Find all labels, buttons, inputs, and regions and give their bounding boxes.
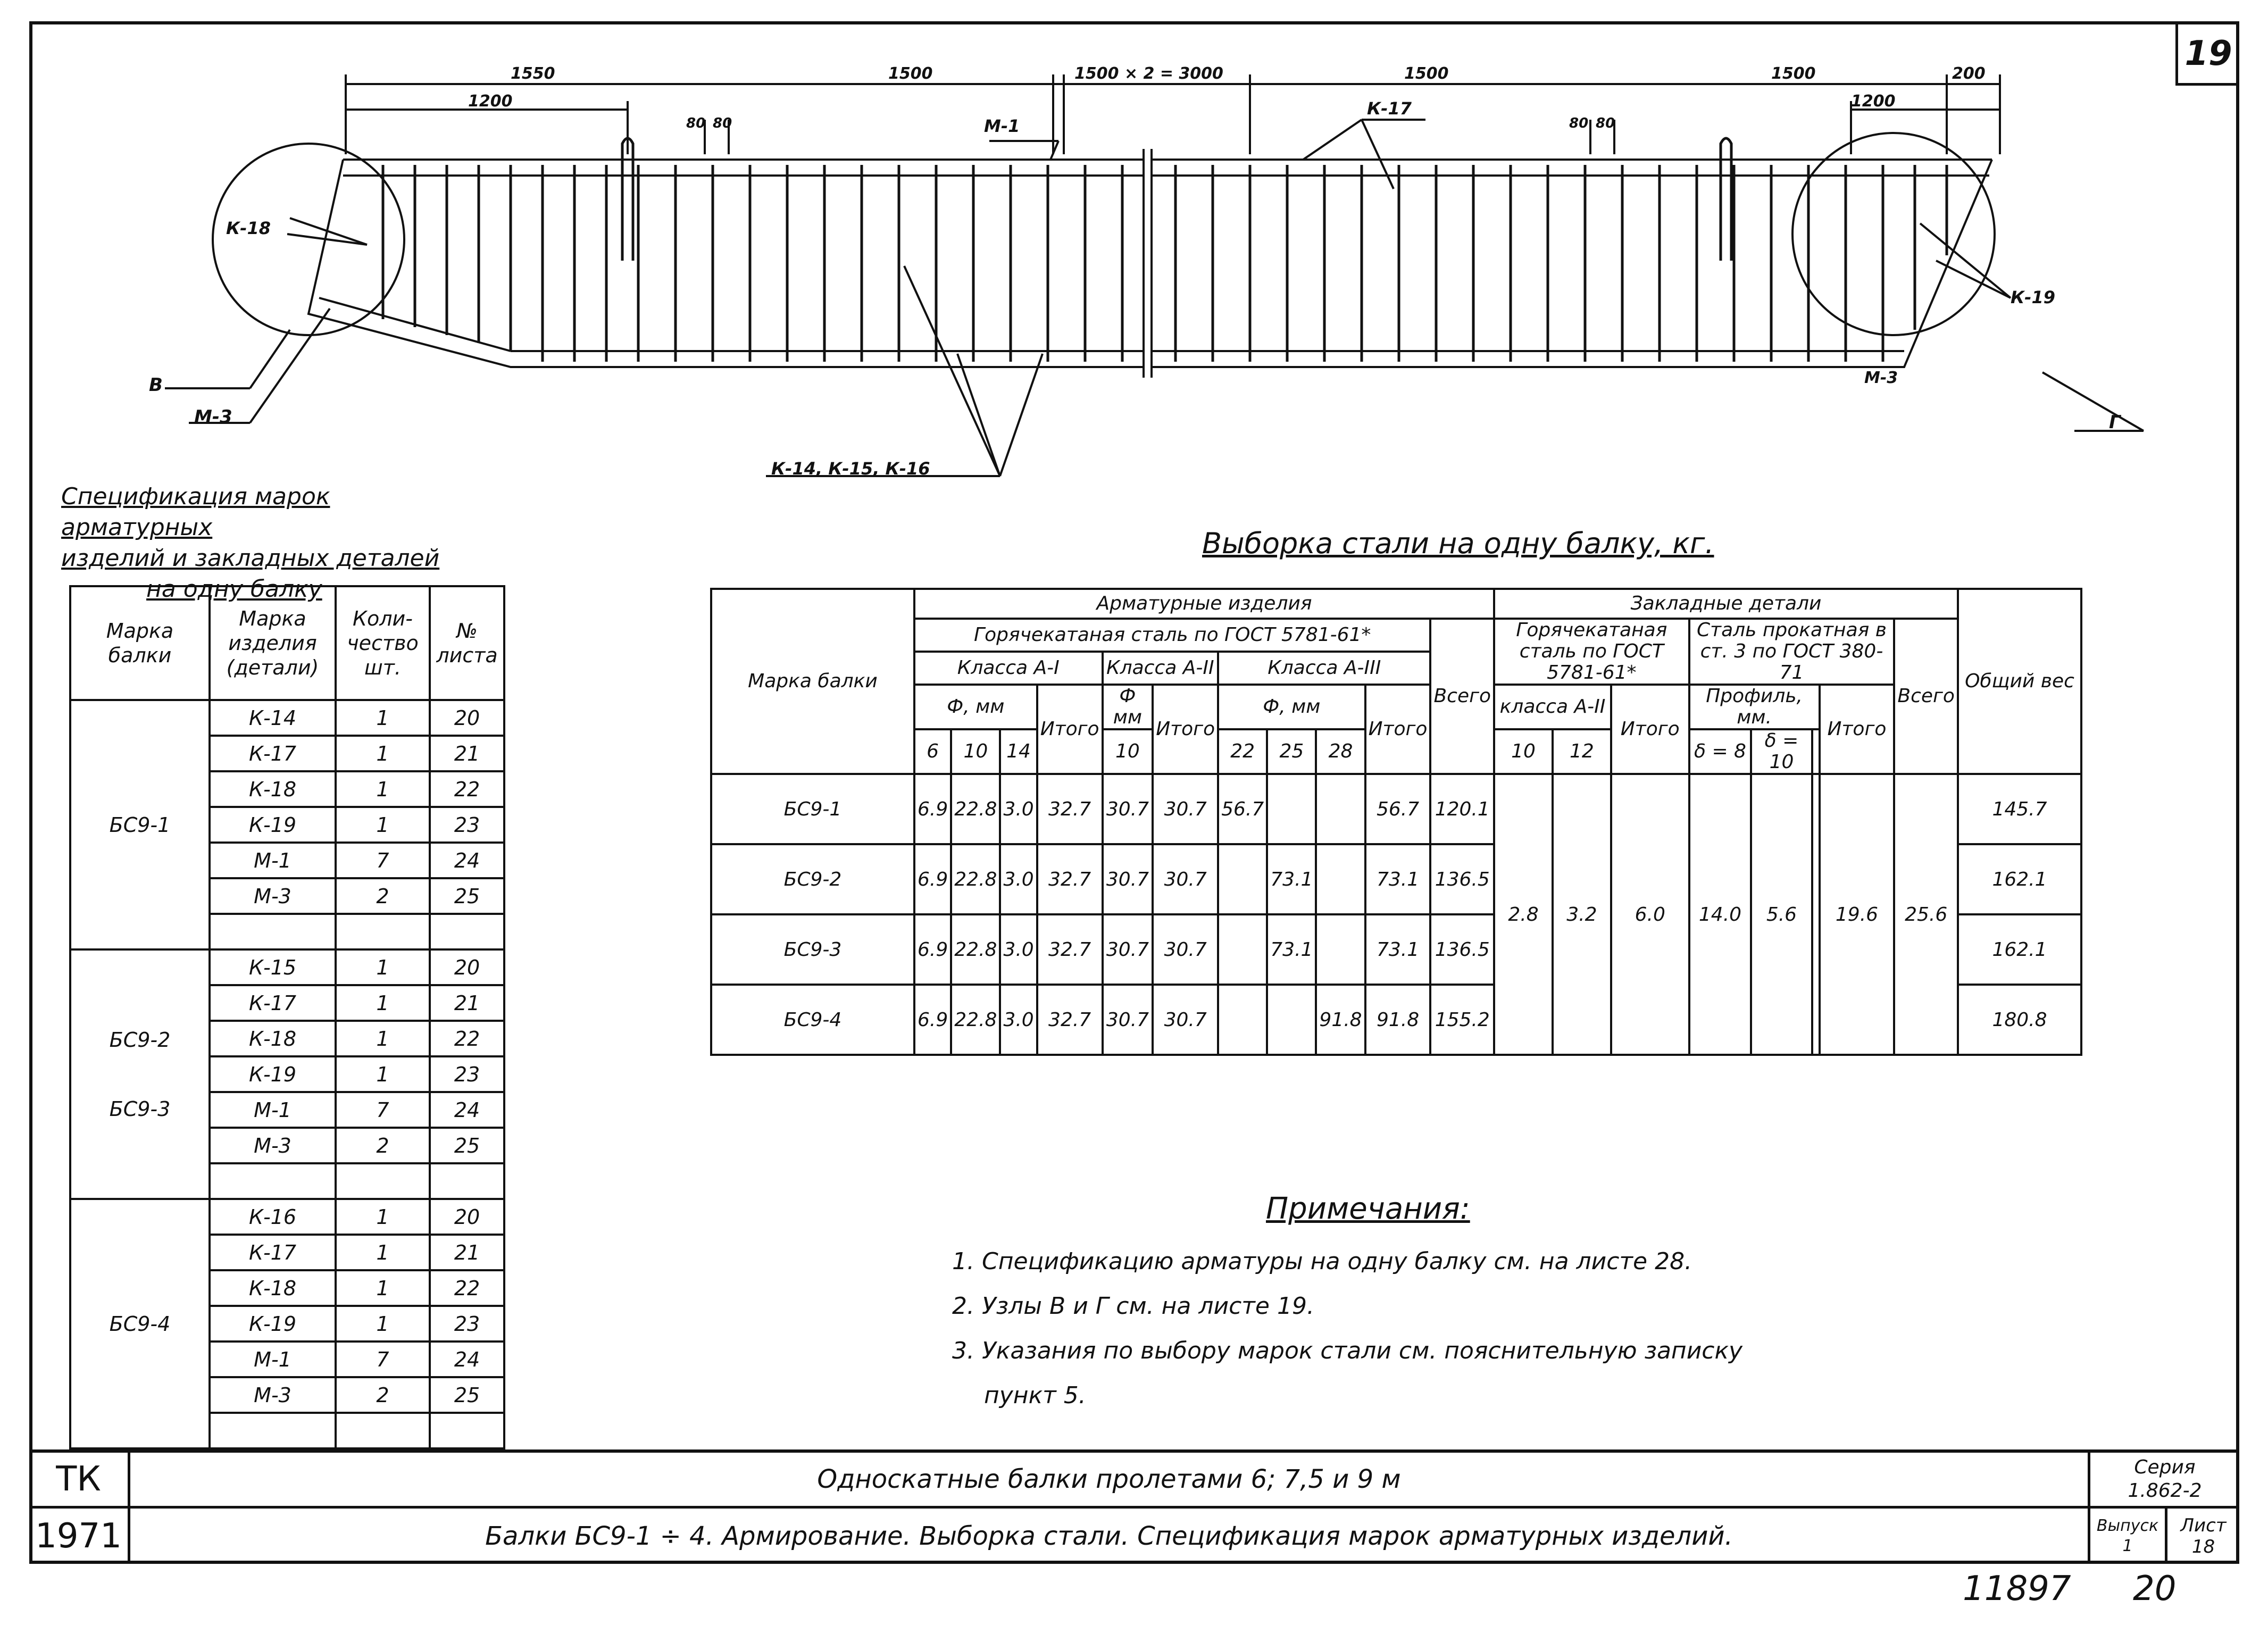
tb-title-2: Балки БС9-1 ÷ 4. Армирование. Выборка стали. Спецификация марок арматурных изделий. [485, 1521, 1733, 1551]
label-m1: М-1 [984, 116, 1020, 136]
spec-qty [336, 914, 430, 949]
steel-h-phi3: Ф, мм [1218, 685, 1365, 729]
steel-value: 30.7 [1153, 914, 1218, 985]
spec-title-line-1: Спецификация марок арматурных [61, 483, 330, 541]
spec-qty: 1 [336, 807, 430, 843]
spec-item-mark [210, 1413, 336, 1448]
steel-value: 32.7 [1037, 914, 1103, 985]
dim-80-b: 80 [713, 115, 732, 131]
spec-sheet [430, 1413, 504, 1448]
title-block [29, 1449, 2239, 1567]
steel-beam-mark: БС9-3 [711, 914, 914, 985]
steel-value: 30.7 [1153, 985, 1218, 1055]
label-node-g: Г [2109, 412, 2121, 433]
spec-qty: 1 [336, 985, 430, 1021]
notes-title: Примечания: [1266, 1192, 1470, 1226]
stirrups-right [1175, 165, 1947, 362]
dim-1200-right: 1200 [1851, 92, 1896, 111]
tb-tk: ТК [29, 1453, 130, 1509]
spec-item-mark: М-3 [210, 878, 336, 914]
steel-value: 30.7 [1103, 774, 1153, 844]
steel-h-emb-vsego: Всего [1894, 619, 1958, 774]
steel-value: 32.7 [1037, 985, 1103, 1055]
steel-h-total: Общий вес [1958, 589, 2081, 774]
spec-item-mark: К-15 [210, 949, 336, 985]
label-node-v: В [149, 374, 163, 396]
spec-table [69, 585, 505, 1449]
spec-qty: 1 [336, 771, 430, 807]
spec-item-mark: К-14 [210, 700, 336, 736]
tb-issue-label: Выпуск [2096, 1517, 2159, 1535]
steel-h-d6: 6 [914, 729, 951, 774]
note-3: 3. Указания по выбору марок стали см. пояснительную записку [952, 1337, 1743, 1364]
steel-embedded-value: 5.6 [1751, 774, 1812, 1055]
spec-sheet: 23 [430, 1306, 504, 1342]
label-m3-right: М-3 [1864, 369, 1898, 387]
spec-sheet: 20 [430, 1199, 504, 1235]
steel-total-weight: 162.1 [1958, 914, 2081, 985]
steel-h-rolled-itogo: Итого [1820, 685, 1895, 774]
steel-value: 3.0 [1000, 844, 1037, 914]
steel-value [1316, 774, 1365, 844]
steel-value: 22.8 [951, 985, 1000, 1055]
spec-qty [336, 1413, 430, 1448]
spec-qty: 1 [336, 1270, 430, 1306]
steel-h-mark: Марка балки [711, 589, 914, 774]
dim-1200-left: 1200 [468, 92, 513, 111]
label-k19: К-19 [2011, 287, 2055, 307]
dim-200: 200 [1952, 64, 1986, 83]
steel-embedded-value: 2.8 [1494, 774, 1553, 1055]
spec-qty: 1 [336, 949, 430, 985]
spec-sheet: 25 [430, 1377, 504, 1413]
steel-value: 136.5 [1430, 914, 1494, 985]
steel-table [710, 588, 2082, 1056]
spec-title-line-2: изделий и закладных деталей [61, 545, 440, 572]
spec-qty: 7 [336, 843, 430, 878]
spec-beam-mark: БС9-1 [70, 700, 210, 949]
spec-item-mark: М-1 [210, 843, 336, 878]
spec-item-mark: К-19 [210, 807, 336, 843]
steel-value: 30.7 [1103, 985, 1153, 1055]
spec-sheet: 23 [430, 807, 504, 843]
spec-header-item: Марка изделия (детали) [210, 586, 336, 700]
steel-value: 6.9 [914, 774, 951, 844]
spec-sheet: 22 [430, 1270, 504, 1306]
steel-embedded-value: 6.0 [1611, 774, 1689, 1055]
steel-total-weight: 180.8 [1958, 985, 2081, 1055]
spec-item-mark: К-19 [210, 1056, 336, 1092]
spec-qty: 2 [336, 1128, 430, 1163]
spec-row [70, 1199, 504, 1235]
steel-embedded-value [1812, 774, 1820, 1055]
steel-value: 30.7 [1103, 914, 1153, 985]
steel-h-itogo3: Итого [1365, 685, 1431, 774]
spec-qty: 1 [336, 1056, 430, 1092]
tb-year: 1971 [29, 1509, 130, 1564]
spec-qty: 1 [336, 1235, 430, 1270]
steel-value: 56.7 [1218, 774, 1267, 844]
dim-1500-c: 1500 [1771, 64, 1816, 83]
spec-sheet: 21 [430, 1235, 504, 1270]
spec-sheet: 20 [430, 949, 504, 985]
tb-sheet-value: 18 [2191, 1536, 2215, 1557]
steel-value: 22.8 [951, 844, 1000, 914]
label-k14-k16: К-14, К-15, К-16 [771, 459, 930, 479]
spec-item-mark: К-16 [210, 1199, 336, 1235]
steel-value [1316, 844, 1365, 914]
steel-value [1267, 985, 1316, 1055]
steel-value: 73.1 [1267, 844, 1316, 914]
steel-value: 22.8 [951, 774, 1000, 844]
note-1: 1. Спецификацию арматуры на одну балку см. на листе 28. [952, 1248, 1692, 1275]
spec-item-mark: К-18 [210, 771, 336, 807]
steel-value: 6.9 [914, 985, 951, 1055]
spec-sheet [430, 1163, 504, 1199]
steel-h-emb-class: класса А-II [1494, 685, 1611, 729]
steel-h-class1: Класса А-I [914, 652, 1103, 685]
note-2: 2. Узлы В и Г см. на листе 19. [952, 1293, 1314, 1320]
steel-value: 91.8 [1316, 985, 1365, 1055]
spec-sheet [430, 914, 504, 949]
archive-number: 11897 [1963, 1569, 2071, 1609]
beam-drawing [0, 0, 2268, 511]
spec-item-mark: М-1 [210, 1342, 336, 1377]
spec-item-mark: К-17 [210, 985, 336, 1021]
steel-value: 56.7 [1365, 774, 1431, 844]
steel-h-e12: 12 [1553, 729, 1611, 774]
steel-value [1218, 844, 1267, 914]
steel-h-d22: 22 [1218, 729, 1267, 774]
steel-h-emb-hot: Горячекатаная сталь по ГОСТ 5781-61* [1494, 619, 1689, 685]
steel-h-itogo2: Итого [1153, 685, 1218, 774]
steel-h-d14: 14 [1000, 729, 1037, 774]
label-k18: К-18 [226, 218, 271, 238]
spec-item-mark: К-18 [210, 1021, 336, 1056]
dim-80-a: 80 [686, 115, 706, 131]
dim-1500x2: 1500 × 2 = 3000 [1074, 64, 1223, 83]
steel-h-rolled: Сталь прокатная в ст. 3 по ГОСТ 380-71 [1689, 619, 1895, 685]
spec-item-mark: К-17 [210, 736, 336, 771]
steel-value: 32.7 [1037, 774, 1103, 844]
tb-issue [2088, 1509, 2167, 1564]
tb-title-1: Односкатные балки пролетами 6; 7,5 и 9 м [130, 1453, 2088, 1509]
steel-h-embedded: Закладные детали [1494, 589, 1958, 619]
steel-value [1218, 914, 1267, 985]
spec-sheet: 20 [430, 700, 504, 736]
steel-embedded-value: 19.6 [1820, 774, 1895, 1055]
spec-item-mark [210, 1163, 336, 1199]
steel-total-weight: 145.7 [1958, 774, 2081, 844]
spec-item-mark: К-19 [210, 1306, 336, 1342]
steel-value: 30.7 [1153, 844, 1218, 914]
spec-qty: 2 [336, 878, 430, 914]
tb-issue-value: 1 [2122, 1537, 2133, 1555]
tb-series-value: 1.862-2 [2128, 1480, 2202, 1502]
steel-h-hotrolled: Горячекатаная сталь по ГОСТ 5781-61* [914, 619, 1430, 652]
spec-item-mark: М-3 [210, 1377, 336, 1413]
spec-title-line-3: на одну балку [146, 576, 322, 603]
steel-embedded-value: 3.2 [1553, 774, 1611, 1055]
label-m3-left: М-3 [194, 406, 232, 428]
spec-beam-mark: БС9-4 [70, 1199, 210, 1448]
steel-h-phi2: Ф мм [1103, 685, 1153, 729]
tb-sheet [2167, 1509, 2239, 1564]
steel-value: 73.1 [1267, 914, 1316, 985]
steel-beam-mark: БС9-4 [711, 985, 914, 1055]
steel-value: 3.0 [1000, 914, 1037, 985]
steel-total-weight: 162.1 [1958, 844, 2081, 914]
steel-h-vsego: Всего [1430, 619, 1494, 774]
spec-qty: 7 [336, 1092, 430, 1128]
spec-sheet: 25 [430, 1128, 504, 1163]
spec-sheet: 22 [430, 771, 504, 807]
spec-item-mark: М-1 [210, 1092, 336, 1128]
steel-h-d10b: 10 [1103, 729, 1153, 774]
spec-qty: 1 [336, 736, 430, 771]
spec-body [70, 700, 504, 1448]
steel-h-delta8: δ = 8 [1689, 729, 1752, 774]
steel-value: 3.0 [1000, 774, 1037, 844]
spec-sheet: 21 [430, 985, 504, 1021]
stirrups-left [383, 165, 1122, 362]
steel-h-itogo1: Итого [1037, 685, 1103, 774]
steel-h-d25: 25 [1267, 729, 1316, 774]
spec-sheet: 24 [430, 1092, 504, 1128]
notes-list [952, 1239, 1742, 1418]
spec-item-mark: К-18 [210, 1270, 336, 1306]
steel-value [1267, 774, 1316, 844]
steel-body [711, 774, 2081, 1055]
spec-row [70, 700, 504, 736]
steel-value: 120.1 [1430, 774, 1494, 844]
page-number: 20 [2133, 1569, 2177, 1609]
steel-value: 155.2 [1430, 985, 1494, 1055]
steel-h-emb-itogo: Итого [1611, 685, 1689, 774]
spec-item-mark: М-3 [210, 1128, 336, 1163]
spec-qty: 1 [336, 1199, 430, 1235]
spec-qty: 7 [336, 1342, 430, 1377]
steel-h-d28: 28 [1316, 729, 1365, 774]
steel-h-blank [1812, 729, 1820, 774]
dim-1550: 1550 [511, 64, 555, 83]
dim-80-d: 80 [1596, 115, 1615, 131]
spec-header-sheet: № листа [430, 586, 504, 700]
spec-qty: 1 [336, 700, 430, 736]
spec-row [70, 949, 504, 985]
spec-sheet: 21 [430, 736, 504, 771]
spec-sheet: 22 [430, 1021, 504, 1056]
steel-value: 3.0 [1000, 985, 1037, 1055]
steel-embedded-value: 25.6 [1894, 774, 1958, 1055]
spec-sheet: 24 [430, 1342, 504, 1377]
label-k17: К-17 [1367, 98, 1412, 119]
steel-value: 22.8 [951, 914, 1000, 985]
tb-sheet-label: Лист [2180, 1515, 2227, 1536]
spec-header-beam: Марка балки [70, 586, 210, 700]
spec-qty [336, 1163, 430, 1199]
spec-sheet: 24 [430, 843, 504, 878]
note-3-cont: пункт 5. [984, 1382, 1086, 1409]
steel-h-class3: Класса А-III [1218, 652, 1430, 685]
steel-value: 91.8 [1365, 985, 1431, 1055]
spec-beam-mark: БС9-2 БС9-3 [70, 949, 210, 1199]
steel-value: 73.1 [1365, 914, 1431, 985]
spec-sheet: 23 [430, 1056, 504, 1092]
spec-item-mark: К-17 [210, 1235, 336, 1270]
spec-qty: 1 [336, 1021, 430, 1056]
steel-value: 73.1 [1365, 844, 1431, 914]
steel-title: Выборка стали на одну балку, кг. [1202, 527, 1714, 560]
steel-h-armature: Арматурные изделия [914, 589, 1494, 619]
steel-h-delta10: δ = 10 [1751, 729, 1812, 774]
steel-h-profile: Профиль, мм. [1689, 685, 1820, 729]
dim-1500-b: 1500 [1404, 64, 1449, 83]
dim-1500-a: 1500 [888, 64, 933, 83]
steel-row [711, 774, 2081, 844]
steel-h-class2: Класса А-II [1103, 652, 1219, 685]
steel-h-e10: 10 [1494, 729, 1553, 774]
steel-value [1316, 914, 1365, 985]
steel-beam-mark: БС9-2 [711, 844, 914, 914]
steel-value: 6.9 [914, 844, 951, 914]
steel-beam-mark: БС9-1 [711, 774, 914, 844]
steel-value [1218, 985, 1267, 1055]
steel-embedded-value: 14.0 [1689, 774, 1752, 1055]
sheet-number: 19 [2175, 24, 2239, 86]
spec-header-qty: Коли-чество шт. [336, 586, 430, 700]
steel-value: 30.7 [1103, 844, 1153, 914]
tb-series [2088, 1453, 2239, 1509]
steel-value: 30.7 [1153, 774, 1218, 844]
steel-h-phi1: Ф, мм [914, 685, 1037, 729]
steel-value: 32.7 [1037, 844, 1103, 914]
spec-qty: 1 [336, 1306, 430, 1342]
spec-qty: 2 [336, 1377, 430, 1413]
steel-value: 6.9 [914, 914, 951, 985]
steel-h-d10: 10 [951, 729, 1000, 774]
spec-item-mark [210, 914, 336, 949]
dim-80-c: 80 [1569, 115, 1589, 131]
spec-sheet: 25 [430, 878, 504, 914]
steel-value: 136.5 [1430, 844, 1494, 914]
tb-series-label: Серия [2134, 1456, 2196, 1478]
